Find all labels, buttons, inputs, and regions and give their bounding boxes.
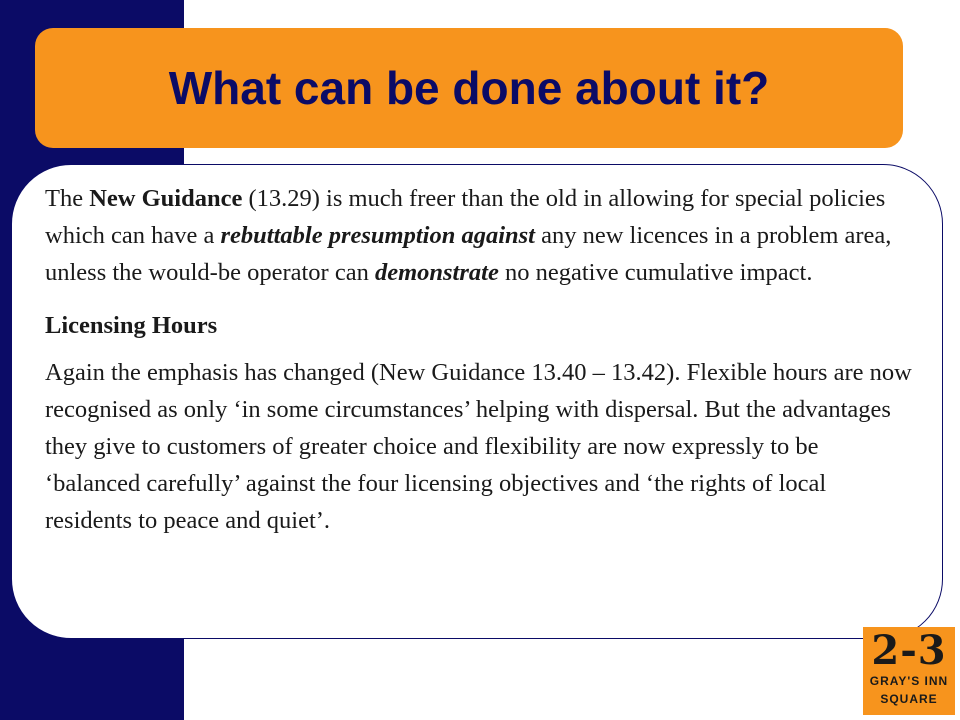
para1-text-3: any new licences in a problem area, unless the would-be operator can (45, 222, 892, 286)
demonstrate-term: demonstrate (374, 259, 499, 286)
para1-text-2: (13.29) is much freer than the old in allowing for special policies which can have a (45, 185, 886, 249)
slide-title: What can be done about it? (168, 62, 770, 114)
licensing-hours-heading: Licensing Hours (45, 312, 218, 339)
grays-inn-square-logo (863, 627, 955, 715)
logo-line-2: SQUARE (880, 692, 938, 706)
licensing-hours-paragraph: Again the emphasis has changed (New Guidance 13.40 – 13.42). Flexible hours are now recognised as only ‘in some circumstances’ helping with dispersal. But the advantages they give to customers of greater choice and flexibility are now expressly to be ‘balanced carefully’ against the four licensing objectives and ‘the rights of local residents to peace and quiet’. (45, 359, 912, 534)
para1-text-1: The (45, 185, 90, 212)
slide-body (45, 180, 915, 539)
guidance-paragraph (45, 180, 915, 291)
new-guidance-term: New Guidance (89, 185, 243, 212)
logo-line-1: GRAY'S INN (869, 674, 949, 688)
rebuttable-presumption-term: rebuttable presumption against (220, 222, 535, 249)
logo-number: 2-3 (871, 627, 947, 674)
para1-text-4: no negative cumulative impact. (498, 259, 813, 286)
title-banner (35, 28, 903, 148)
